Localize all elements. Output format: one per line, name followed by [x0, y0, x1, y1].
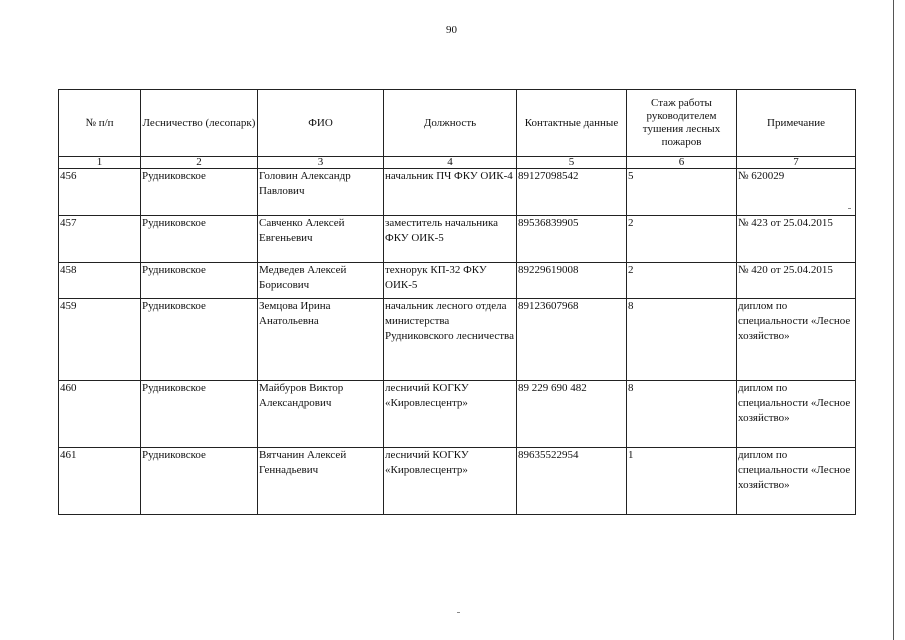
- scan-edge-line: [893, 0, 894, 640]
- note-cell: № 620029: [737, 169, 856, 216]
- column-index: 3: [258, 157, 384, 169]
- table-row: [59, 381, 856, 448]
- note-cell: № 423 от 25.04.2015: [737, 216, 856, 263]
- name-cell: Вятчанин Алексей Геннадьевич: [258, 448, 384, 515]
- position-cell: лесничий КОГКУ «Кировлесцентр»: [384, 381, 517, 448]
- header-row: [59, 90, 856, 157]
- scan-artifact: [457, 612, 460, 613]
- name-cell: Медведев Алексей Борисович: [258, 263, 384, 299]
- note-cell: диплом по специальности «Лесное хозяйство»: [737, 299, 856, 381]
- column-index-row: [59, 157, 856, 169]
- row-number: 457: [59, 216, 141, 263]
- header-cell: Стаж работы руководителем тушения лесных пожаров: [627, 90, 737, 157]
- note-cell: № 420 от 25.04.2015: [737, 263, 856, 299]
- contact-cell: 89536839905: [517, 216, 627, 263]
- column-index: 2: [141, 157, 258, 169]
- forest-fire-managers-table: [58, 89, 856, 515]
- name-cell: Майбуров Виктор Александрович: [258, 381, 384, 448]
- name-cell: Головин Александр Павлович: [258, 169, 384, 216]
- table-row: [59, 263, 856, 299]
- contact-cell: 89 229 690 482: [517, 381, 627, 448]
- contact-cell: 89127098542: [517, 169, 627, 216]
- page-number: 90: [446, 24, 457, 36]
- table-row: [59, 169, 856, 216]
- position-cell: заместитель начальника ФКУ ОИК-5: [384, 216, 517, 263]
- table-row: [59, 448, 856, 515]
- column-index: 6: [627, 157, 737, 169]
- column-index: 5: [517, 157, 627, 169]
- experience-cell: 8: [627, 299, 737, 381]
- experience-cell: 8: [627, 381, 737, 448]
- column-index: 1: [59, 157, 141, 169]
- position-cell: начальник лесного отдела министерства Рудниковского лесничества: [384, 299, 517, 381]
- contact-cell: 89635522954: [517, 448, 627, 515]
- header-cell: Примечание: [737, 90, 856, 157]
- row-number: 458: [59, 263, 141, 299]
- row-number: 459: [59, 299, 141, 381]
- header-cell: ФИО: [258, 90, 384, 157]
- forestry-cell: Рудниковское: [141, 381, 258, 448]
- name-cell: Савченко Алексей Евгеньевич: [258, 216, 384, 263]
- forestry-cell: Рудниковское: [141, 448, 258, 515]
- note-cell: диплом по специальности «Лесное хозяйство»: [737, 381, 856, 448]
- header-cell: Лесничество (лесопарк): [141, 90, 258, 157]
- column-index: 7: [737, 157, 856, 169]
- note-cell: диплом по специальности «Лесное хозяйство»: [737, 448, 856, 515]
- name-cell: Земцова Ирина Анатольевна: [258, 299, 384, 381]
- row-number: 460: [59, 381, 141, 448]
- experience-cell: 2: [627, 216, 737, 263]
- position-cell: начальник ПЧ ФКУ ОИК-4: [384, 169, 517, 216]
- position-cell: технорук КП-32 ФКУ ОИК-5: [384, 263, 517, 299]
- experience-cell: 5: [627, 169, 737, 216]
- experience-cell: 2: [627, 263, 737, 299]
- contact-cell: 89123607968: [517, 299, 627, 381]
- table-row: [59, 216, 856, 263]
- forestry-cell: Рудниковское: [141, 263, 258, 299]
- forestry-cell: Рудниковское: [141, 216, 258, 263]
- column-index: 4: [384, 157, 517, 169]
- table-row: [59, 299, 856, 381]
- position-cell: лесничий КОГКУ «Кировлесцентр»: [384, 448, 517, 515]
- forestry-cell: Рудниковское: [141, 299, 258, 381]
- header-cell: Должность: [384, 90, 517, 157]
- row-number: 456: [59, 169, 141, 216]
- forestry-cell: Рудниковское: [141, 169, 258, 216]
- contact-cell: 89229619008: [517, 263, 627, 299]
- header-cell: № п/п: [59, 90, 141, 157]
- header-cell: Контактные данные: [517, 90, 627, 157]
- experience-cell: 1: [627, 448, 737, 515]
- row-number: 461: [59, 448, 141, 515]
